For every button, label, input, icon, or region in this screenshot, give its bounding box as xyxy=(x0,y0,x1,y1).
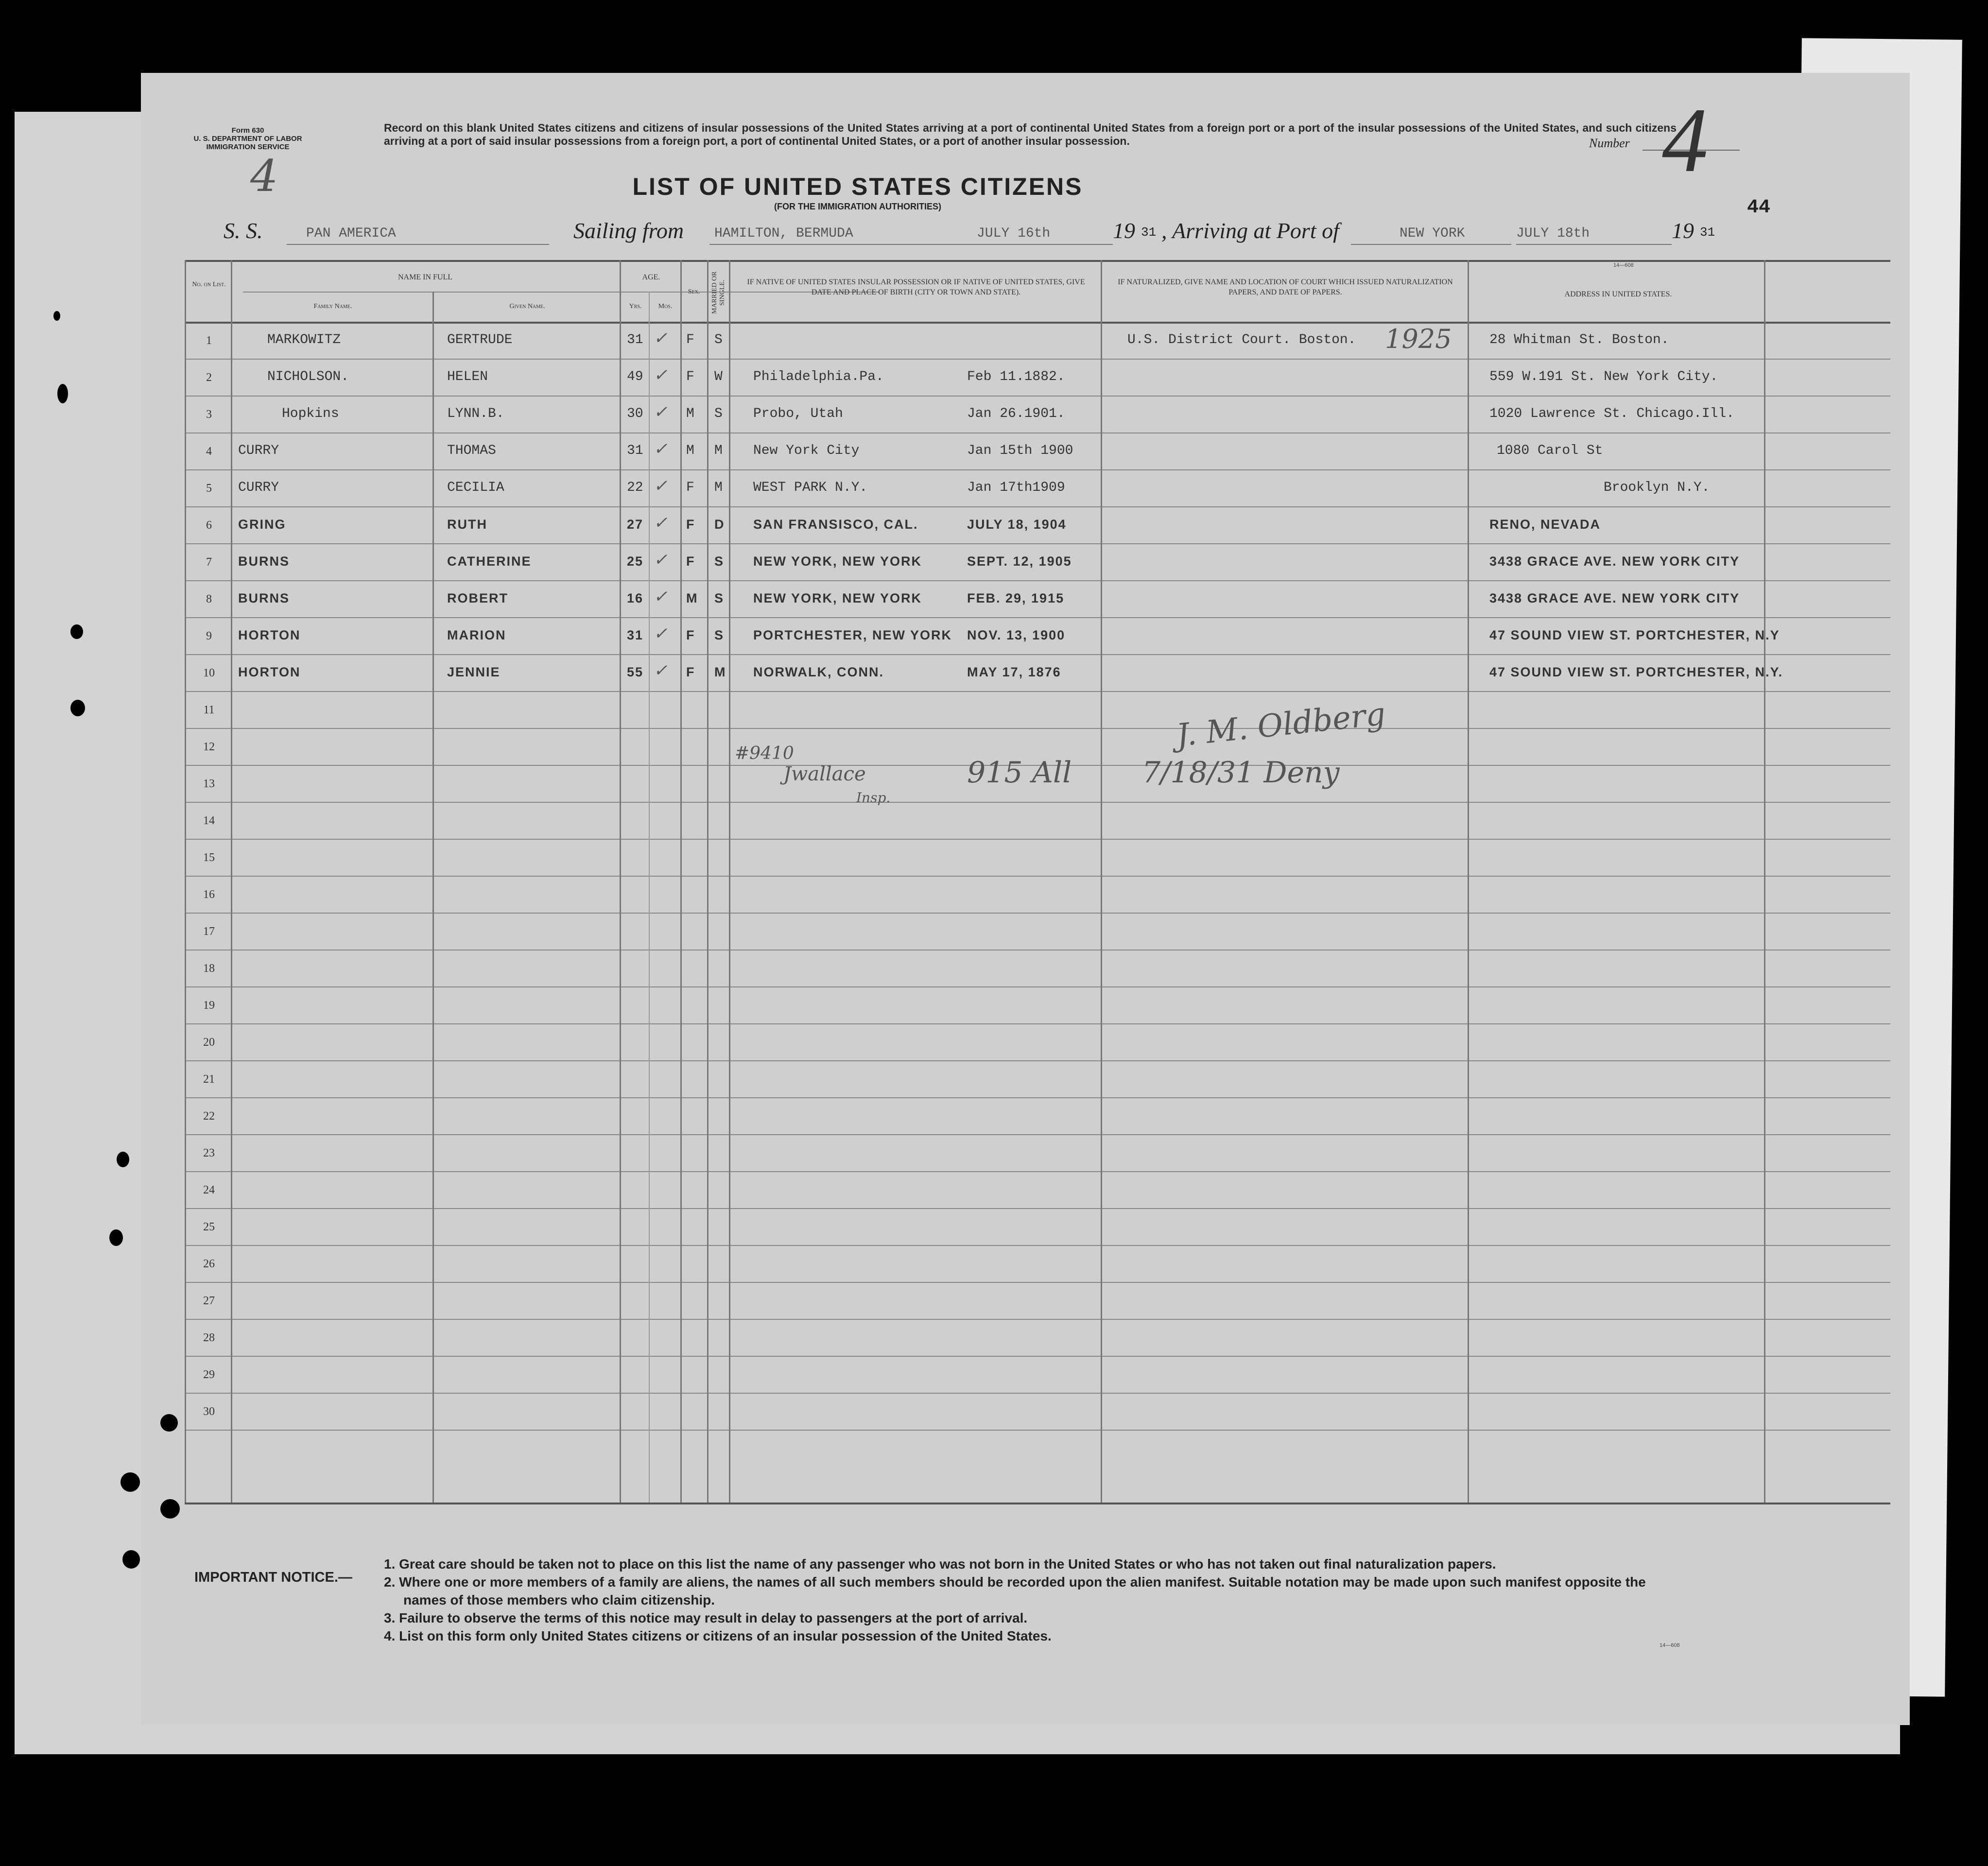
birth-date-cell: JULY 18, 1904 xyxy=(967,517,1067,532)
given-name-cell: LYNN.B. xyxy=(447,406,504,421)
col-divider-birth xyxy=(1101,260,1102,1503)
page-subtitle: (FOR THE IMMIGRATION AUTHORITIES) xyxy=(774,202,941,211)
given-name-cell: HELEN xyxy=(447,369,488,384)
notice-item-1: 1. Great care should be taken not to place on this list the name of any passenger who was not born in the United States or who has not taken out final naturalization papers. xyxy=(384,1556,1496,1572)
col-divider-married xyxy=(729,260,730,1503)
row-number: 23 xyxy=(203,1147,215,1159)
row-rule xyxy=(185,1430,1890,1431)
col-header-given-name: Given Name. xyxy=(509,303,545,310)
row-number: 24 xyxy=(203,1184,215,1196)
birthplace-cell: NEW YORK, NEW YORK xyxy=(753,591,922,605)
age-years-cell: 25 xyxy=(627,554,644,569)
given-name-cell: ROBERT xyxy=(447,591,508,605)
address-cell: 1020 Lawrence St. Chicago.Ill. xyxy=(1489,406,1735,421)
row-rule xyxy=(185,580,1890,581)
col-divider-address xyxy=(1764,260,1765,1503)
col-divider-family xyxy=(432,292,434,1503)
sex-cell: F xyxy=(686,517,695,532)
col-divider-sex xyxy=(707,260,709,1503)
punch-hole xyxy=(70,700,85,716)
address-cell: 3438 GRACE AVE. NEW YORK CITY xyxy=(1489,554,1740,569)
sex-cell: M xyxy=(686,591,698,605)
row-rule xyxy=(185,469,1890,470)
address-cell: 28 Whitman St. Boston. xyxy=(1489,332,1669,347)
birth-date-cell: Feb 11.1882. xyxy=(967,369,1065,384)
row-rule xyxy=(185,1171,1890,1172)
port-to-underline xyxy=(1351,244,1511,245)
address-cell: 47 SOUND VIEW ST. PORTCHESTER, N.Y. xyxy=(1489,665,1783,679)
notice-heading: IMPORTANT NOTICE.— xyxy=(194,1570,352,1585)
row-rule xyxy=(185,913,1890,914)
check-mark: ✓ xyxy=(654,588,668,606)
sex-cell: M xyxy=(686,443,694,458)
page-title: LIST OF UNITED STATES CITIZENS xyxy=(632,173,1083,200)
check-mark: ✓ xyxy=(654,662,668,680)
birthplace-cell: NEW YORK, NEW YORK xyxy=(753,554,922,569)
row-number: 14 xyxy=(203,814,215,827)
birthplace-cell: NORWALK, CONN. xyxy=(753,665,884,679)
sex-cell: F xyxy=(686,665,695,679)
punch-hole xyxy=(57,384,68,403)
row-rule xyxy=(185,1282,1890,1283)
marital-status-cell: S xyxy=(714,406,723,421)
check-mark: ✓ xyxy=(654,329,668,347)
date-to-underline xyxy=(1516,244,1672,245)
birthplace-cell: PORTCHESTER, NEW YORK xyxy=(753,628,952,642)
age-years-cell: 30 xyxy=(627,406,643,421)
marital-status-cell: M xyxy=(714,443,723,458)
age-years-cell: 31 xyxy=(627,332,643,347)
col-header-married: MARRIED OR SINGLE. xyxy=(711,271,726,314)
port-to: NEW YORK xyxy=(1400,226,1465,241)
family-name-cell: HORTON xyxy=(238,665,301,679)
age-years-cell: 27 xyxy=(627,517,644,532)
family-name-cell: BURNS xyxy=(238,591,290,605)
row-number: 3 xyxy=(206,408,212,421)
naturalization-year-cell: 1925 xyxy=(1385,324,1452,354)
table-bottom-border xyxy=(185,1503,1890,1504)
family-name-cell: NICHOLSON. xyxy=(267,369,349,384)
row-rule xyxy=(185,506,1890,507)
check-mark: ✓ xyxy=(654,366,668,384)
birthplace-cell: WEST PARK N.Y. xyxy=(753,480,868,495)
check-mark: ✓ xyxy=(654,403,668,421)
col-header-yrs: Yrs. xyxy=(629,303,642,310)
page-number: 44 xyxy=(1747,197,1771,219)
row-rule xyxy=(185,396,1890,397)
row-number: 4 xyxy=(206,445,212,458)
col-divider-mos xyxy=(680,260,682,1503)
given-name-cell: JENNIE xyxy=(447,665,501,679)
check-mark: ✓ xyxy=(654,551,668,569)
marital-status-cell: M xyxy=(714,665,726,679)
annotation-file-number: #9410 xyxy=(735,743,794,763)
check-mark: ✓ xyxy=(654,440,668,458)
row-rule xyxy=(185,1023,1890,1024)
family-name-cell: BURNS xyxy=(238,554,290,569)
form-number: Form 630 xyxy=(231,126,264,135)
sex-cell: F xyxy=(686,369,694,384)
family-name-cell: CURRY xyxy=(238,480,279,495)
row-rule xyxy=(185,1060,1890,1061)
row-number: 17 xyxy=(203,925,215,938)
row-number: 20 xyxy=(203,1036,215,1049)
col-header-naturalized: IF NATURALIZED, GIVE NAME AND LOCATION OF COURT WHICH ISSUED NATURALIZATION PAPERS, AND DATE OF PAPERS. xyxy=(1118,278,1453,296)
age-years-cell: 16 xyxy=(627,591,644,605)
date-from: JULY 16th xyxy=(977,226,1051,241)
row-number: 8 xyxy=(206,593,212,605)
col-header-family-name: Family Name. xyxy=(313,303,352,310)
family-name-cell: CURRY xyxy=(238,443,279,458)
marital-status-cell: S xyxy=(714,591,725,605)
age-years-cell: 31 xyxy=(627,628,644,642)
row-number: 16 xyxy=(203,888,215,901)
given-name-cell: RUTH xyxy=(447,517,487,532)
notice-item-2: 2. Where one or more members of a family are aliens, the names of all such members should be recorded upon the alien manifest. Suitable notation may be made upon such manifest opposite the names of those members who claim citizenship. xyxy=(384,1574,1646,1607)
row-rule xyxy=(185,1208,1890,1209)
check-mark: ✓ xyxy=(654,477,668,495)
birth-date-cell: Jan 17th1909 xyxy=(967,480,1065,495)
birthplace-cell: New York City xyxy=(753,443,860,458)
notice-item-3: 3. Failure to observe the terms of this notice may result in delay to passengers at the port of arrival. xyxy=(384,1610,1028,1625)
row-number: 29 xyxy=(203,1368,215,1381)
given-name-cell: MARION xyxy=(447,628,506,642)
notice-list xyxy=(384,1555,1672,1645)
sailing-year-prefix: 19 xyxy=(1113,218,1135,243)
sex-cell: M xyxy=(686,406,694,421)
arrival-year-suffix: 31 xyxy=(1700,225,1715,240)
col-header-name-in-full: NAME IN FULL xyxy=(398,273,452,281)
row-rule xyxy=(185,839,1890,840)
age-years-cell: 31 xyxy=(627,443,643,458)
address-cell: 3438 GRACE AVE. NEW YORK CITY xyxy=(1489,591,1740,605)
col-divider-given xyxy=(620,260,621,1503)
row-number: 7 xyxy=(206,556,212,569)
annotation-date: 7/18/31 Deny xyxy=(1142,756,1340,790)
punch-hole xyxy=(122,1550,140,1569)
birthplace-cell: Probo, Utah xyxy=(753,406,843,421)
row-number: 25 xyxy=(203,1221,215,1233)
row-rule xyxy=(185,1245,1890,1246)
marital-status-cell: S xyxy=(714,332,723,347)
punch-hole xyxy=(53,311,60,321)
birth-date-cell: FEB. 29, 1915 xyxy=(967,591,1065,605)
row-rule xyxy=(185,1319,1890,1320)
col-header-birth: IF NATIVE OF UNITED STATES INSULAR POSSESSION OR IF NATIVE OF UNITED STATES, GIVE DATE AND PLACE OF BIRTH (CITY OR TOWN AND STATE). xyxy=(747,278,1085,296)
punch-hole xyxy=(117,1152,129,1167)
given-name-cell: CECILIA xyxy=(447,480,504,495)
address-cell: 1080 Carol St xyxy=(1497,443,1603,458)
row-rule xyxy=(185,728,1890,729)
row-number: 28 xyxy=(203,1331,215,1344)
marital-status-cell: M xyxy=(714,480,723,495)
col-header-mos: Mos. xyxy=(658,303,673,310)
col-header-no: No. on List. xyxy=(192,281,226,288)
annotation-signature: J. M. Oldberg xyxy=(1175,696,1387,754)
row-number: 26 xyxy=(203,1258,215,1270)
row-number: 18 xyxy=(203,962,215,975)
sex-cell: F xyxy=(686,628,695,642)
arriving-label: , Arriving at Port of xyxy=(1161,218,1339,243)
port-from-underline xyxy=(709,244,1011,245)
sailing-label: Sailing from xyxy=(573,218,684,243)
punch-hole xyxy=(121,1472,140,1492)
row-rule xyxy=(185,691,1890,692)
sex-cell: F xyxy=(686,332,694,347)
row-rule xyxy=(185,543,1890,544)
col-divider-yrs xyxy=(649,292,650,1503)
row-number: 2 xyxy=(206,371,212,384)
address-cell: 47 SOUND VIEW ST. PORTCHESTER, N.Y xyxy=(1489,628,1780,642)
row-rule xyxy=(185,986,1890,987)
punch-hole xyxy=(70,624,83,639)
number-label: Number xyxy=(1589,136,1630,150)
address-line2-cell: Brooklyn N.Y. xyxy=(1604,480,1710,495)
check-mark: ✓ xyxy=(654,514,668,532)
row-rule xyxy=(185,359,1890,360)
row-number: 21 xyxy=(203,1073,215,1086)
age-years-cell: 22 xyxy=(627,480,643,495)
header-bottom-border xyxy=(185,322,1890,324)
row-rule xyxy=(185,654,1890,655)
margin-mark: 4 xyxy=(250,151,278,202)
col-divider-no xyxy=(231,260,232,1503)
form-code-top: 14—608 xyxy=(1613,262,1634,268)
record-instructions: Record on this blank United States citizens and citizens of insular possessions of the United States arriving at a port of continental United States from a foreign port or a port of the insular possessions of the United States, and such citizens arriving at a port of said insular possessions from a foreign port, a port of continental United States, or a port of another insular possession. xyxy=(384,121,1677,147)
family-name-cell: GRING xyxy=(238,517,286,532)
given-name-cell: CATHERINE xyxy=(447,554,532,569)
address-cell: RENO, NEVADA xyxy=(1489,517,1601,532)
manifest-page xyxy=(141,73,1910,1725)
row-number: 22 xyxy=(203,1110,215,1123)
row-number: 5 xyxy=(206,482,212,495)
family-name-cell: Hopkins xyxy=(282,406,339,421)
department-label: U. S. DEPARTMENT OF LABOR xyxy=(193,135,302,143)
notice-item-4: 4. List on this form only United States citizens or citizens of an insular possession of the United States. xyxy=(384,1628,1052,1643)
marital-status-cell: S xyxy=(714,554,725,569)
annotation-inspector: Jwallace xyxy=(783,763,866,785)
row-number: 12 xyxy=(203,741,215,753)
date-to: JULY 18th xyxy=(1516,226,1590,241)
family-name-cell: HORTON xyxy=(238,628,301,642)
age-years-cell: 55 xyxy=(627,665,644,679)
row-rule xyxy=(185,432,1890,433)
row-number: 1 xyxy=(206,334,212,347)
table-top-border xyxy=(185,260,1890,262)
birth-date-cell: SEPT. 12, 1905 xyxy=(967,554,1072,569)
row-rule xyxy=(185,876,1890,877)
age-years-cell: 49 xyxy=(627,369,643,384)
col-header-address: ADDRESS IN UNITED STATES. xyxy=(1564,290,1672,298)
form-identifier xyxy=(165,126,330,151)
col-divider-naturalized xyxy=(1468,260,1469,1503)
col-header-sex: Sex. xyxy=(688,288,700,295)
punch-hole xyxy=(160,1414,178,1432)
sailing-year-suffix: 31 xyxy=(1141,225,1157,240)
birth-date-cell: MAY 17, 1876 xyxy=(967,665,1061,679)
punch-hole xyxy=(109,1229,123,1246)
row-number: 19 xyxy=(203,999,215,1012)
marital-status-cell: D xyxy=(714,517,725,532)
ship-name: PAN AMERICA xyxy=(306,226,396,241)
port-from: HAMILTON, BERMUDA xyxy=(714,226,853,241)
marital-status-cell: S xyxy=(714,628,725,642)
punch-hole xyxy=(160,1499,180,1519)
birth-date-cell: Jan 26.1901. xyxy=(967,406,1065,421)
check-mark: ✓ xyxy=(654,625,668,643)
annotation-time: 915 All xyxy=(967,756,1072,790)
sex-cell: F xyxy=(686,480,694,495)
birth-date-cell: Jan 15th 1900 xyxy=(967,443,1073,458)
col-header-age: AGE. xyxy=(642,273,660,281)
row-number: 15 xyxy=(203,851,215,864)
row-number: 30 xyxy=(203,1405,215,1418)
row-number: 10 xyxy=(203,667,215,679)
ship-underline xyxy=(287,244,549,245)
birthplace-cell: SAN FRANSISCO, CAL. xyxy=(753,517,918,532)
row-rule xyxy=(185,1134,1890,1135)
date-from-underline xyxy=(967,244,1113,245)
row-number: 11 xyxy=(203,704,215,716)
birth-date-cell: NOV. 13, 1900 xyxy=(967,628,1066,642)
row-rule xyxy=(185,1097,1890,1098)
row-number: 9 xyxy=(206,630,212,642)
service-label: IMMIGRATION SERVICE xyxy=(206,143,290,151)
list-number: 4 xyxy=(1662,89,1708,191)
annotation-insp: Insp. xyxy=(856,790,891,806)
row-rule xyxy=(185,802,1890,803)
naturalization-cell: U.S. District Court. Boston. xyxy=(1127,332,1356,347)
ss-label: S. S. xyxy=(224,218,263,243)
form-code-bottom: 14—608 xyxy=(1660,1642,1680,1648)
birthplace-cell: Philadelphia.Pa. xyxy=(753,369,884,384)
address-cell: 559 W.191 St. New York City. xyxy=(1489,369,1718,384)
row-number: 13 xyxy=(203,778,215,790)
row-number: 27 xyxy=(203,1295,215,1307)
family-name-cell: MARKOWITZ xyxy=(267,332,341,347)
given-name-cell: THOMAS xyxy=(447,443,496,458)
sex-cell: F xyxy=(686,554,695,569)
row-number: 6 xyxy=(206,519,212,532)
row-rule xyxy=(185,1393,1890,1394)
row-rule xyxy=(185,617,1890,618)
border-left xyxy=(185,260,186,1503)
arrival-year-prefix: 19 xyxy=(1672,218,1694,243)
given-name-cell: GERTRUDE xyxy=(447,332,513,347)
row-rule xyxy=(185,1356,1890,1357)
marital-status-cell: W xyxy=(714,369,723,384)
